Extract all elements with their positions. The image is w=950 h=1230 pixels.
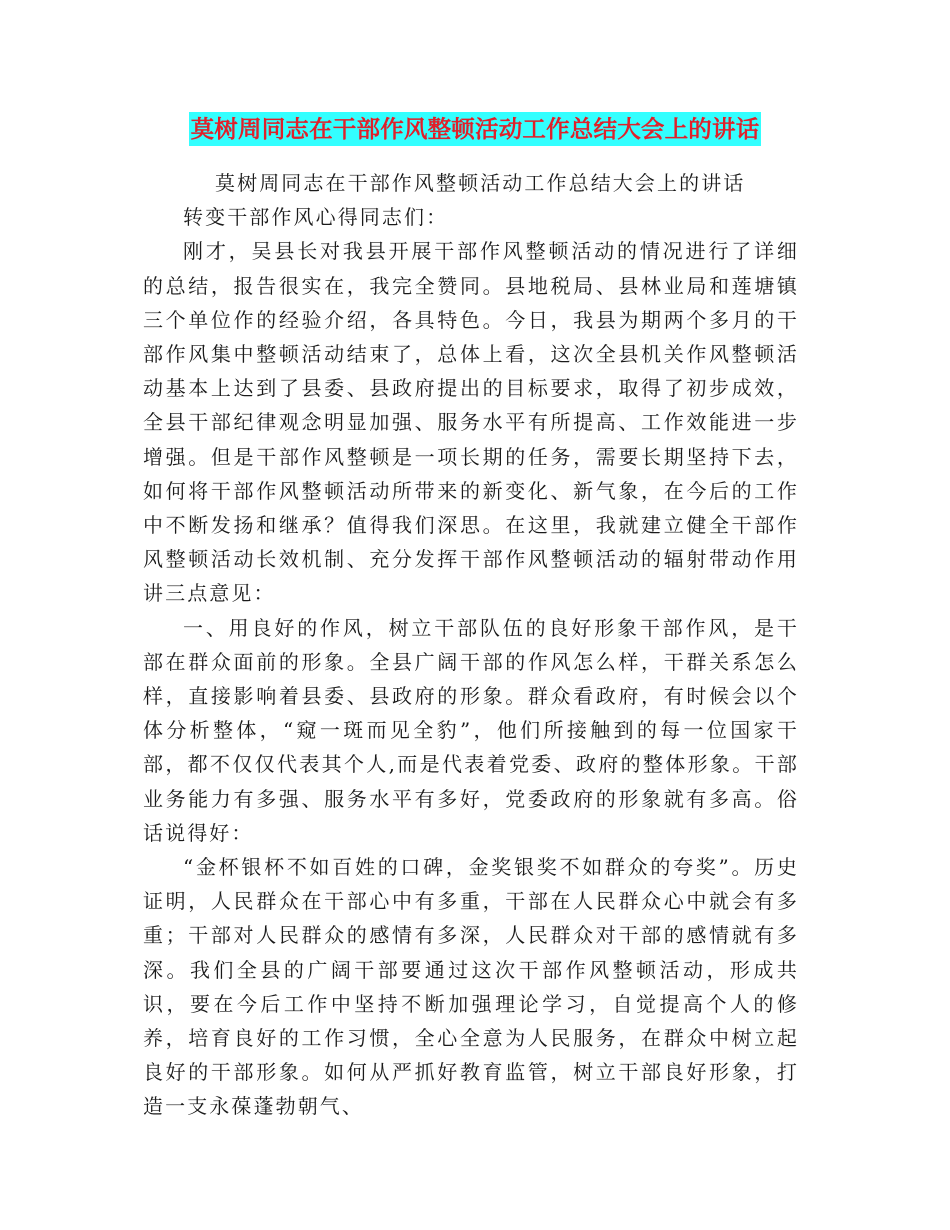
body-paragraph: 转变干部作风心得同志们： bbox=[183, 205, 449, 230]
title-container bbox=[0, 112, 950, 146]
document-body bbox=[143, 166, 799, 1124]
body-subtitle: 莫树周同志在干部作风整顿活动工作总结大会上的讲话 bbox=[215, 171, 746, 195]
document-title: 莫树周同志在干部作风整顿活动工作总结大会上的讲话 bbox=[189, 112, 762, 146]
body-paragraph: “金杯银杯不如百姓的口碑，金奖银奖不如群众的夸奖”。历史证明，人民群众在干部心中有多重，干部在人民群众心中就会有多重；干部对人民群众的感情有多深，人民群众对干部的感情就有多深。我们全县的广阔干部要通过这次干部作风整顿活动，形成共识，要在今后工作中坚持不断加强理论学习，自觉提高个人的修养，培育良好的工作习惯，全心全意为人民服务，在群众中树立起良好的干部形象。如何从严抓好教育监管，树立干部良好形象，打造一支永葆蓬勃朝气、 bbox=[143, 855, 799, 1119]
body-paragraph: 刚才，吴县长对我县开展干部作风整顿活动的情况进行了详细的总结，报告很实在，我完全赞同。县地税局、县林业局和莲塘镇三个单位作的经验介绍，各具特色。今日，我县为期两个多月的干部作风集中整顿活动结束了，总体上看，这次全县机关作风整顿活动基本上达到了县委、县政府提出的目标要求，取得了初步成效，全县干部纪律观念明显加强、服务水平有所提高、工作效能进一步增强。但是干部作风整顿是一项长期的任务，需要长期坚持下去，如何将干部作风整顿活动所带来的新变化、新气象，在今后的工作中不断发扬和继承？值得我们深思。在这里，我就建立健全干部作风整顿活动长效机制、充分发挥干部作风整顿活动的辐射带动作用讲三点意见： bbox=[143, 239, 799, 606]
body-paragraph: 一、用良好的作风，树立干部队伍的良好形象干部作风，是干部在群众面前的形象。全县广阔干部的作风怎么样，干群关系怎么样，直接影响着县委、县政府的形象。群众看政府，有时候会以个体分析整体，“窥一斑而见全豹”，他们所接触到的每一位国家干部，都不仅仅代表其个人,而是代表着党委、政府的整体形象。干部业务能力有多强、服务水平有多好，党委政府的形象就有多高。俗话说得好： bbox=[143, 615, 799, 845]
